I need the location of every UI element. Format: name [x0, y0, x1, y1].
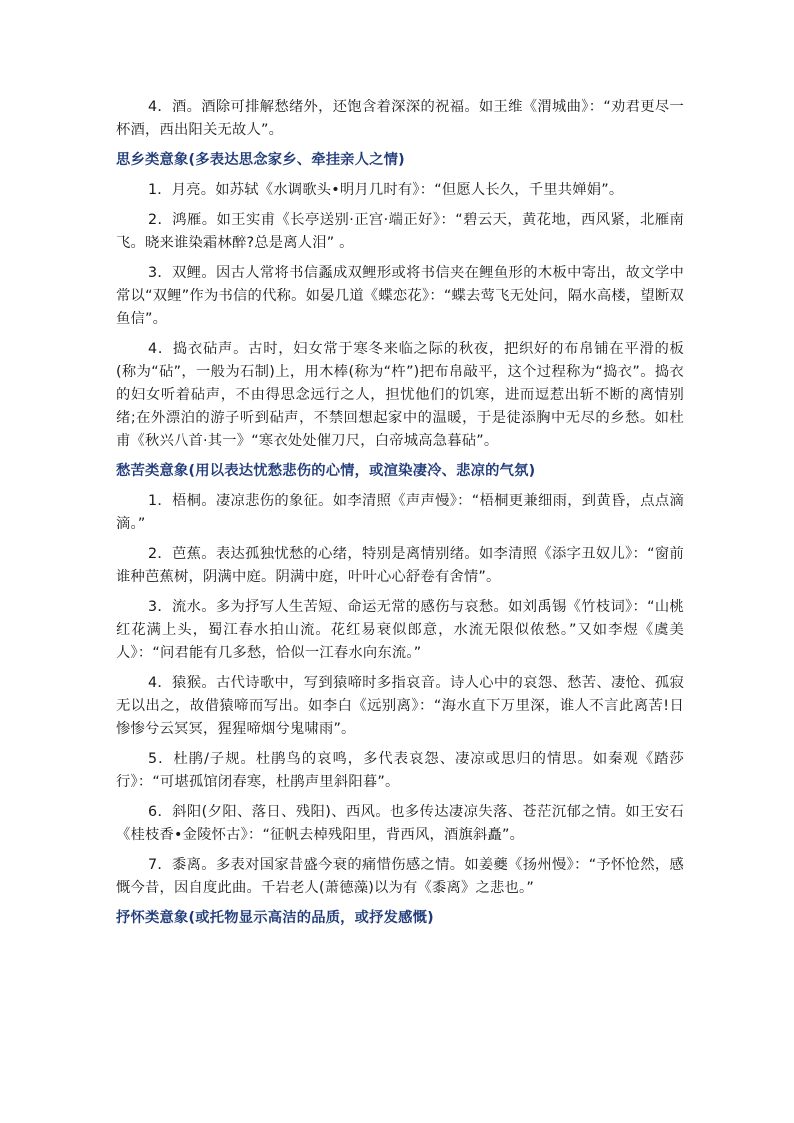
list-item: 1．梧桐。凄凉悲伤的象征。如李清照《声声慢》：“梧桐更兼细雨，到黄昏，点点滴滴。” [116, 493, 684, 532]
section-sorrow-imagery [116, 460, 684, 900]
section-heading: 抒怀类意象(或托物显示高洁的品质，或抒发感慨) [116, 910, 434, 926]
section-expression-imagery [116, 907, 684, 930]
list-item: 3．流水。多为抒写人生苦短、命运无常的感伤与哀愁。如刘禹锡《竹枝词》：“山桃红花满上头，蜀江春水拍山流。花红易衰似郎意，水流无限似侬愁。”又如李煜《虞美人》：“问君能有几多愁，恰似一江春水向东流。” [116, 599, 684, 661]
list-item: 6．斜阳(夕阳、落日、残阳)、西风。也多传达凄凉失落、苍茫沉郁之情。如王安石《桂枝香•金陵怀古》：“征帆去棹残阳里，背西风，酒旗斜矗”。 [116, 804, 684, 843]
list-item: 2．芭蕉。表达孤独忧愁的心绪，特别是离情别绪。如李清照《添字丑奴儿》：“窗前谁种芭蕉树，阴满中庭。阴满中庭，叶叶心心舒卷有舍情”。 [116, 546, 684, 585]
section-heading: 思乡类意象(多表达思念家乡、牵挂亲人之情) [116, 152, 405, 168]
list-item: 2．鸿雁。如王实甫《长亭送别·正宫·端正好》：“碧云天，黄花地，西风紧，北雁南飞。晓来谁染霜林醉?总是离人泪” 。 [116, 212, 684, 251]
list-item: 3．双鲤。因古人常将书信蟸成双鲤形或将书信夹在鲤鱼形的木板中寄出，故文学中常以“双鲤”作为书信的代称。如晏几道《蝶恋花》：“蝶去莺飞无处问，隔水高楼，望断双鱼信”。 [116, 265, 684, 327]
document-body [116, 96, 684, 937]
list-item: 4．捣衣砧声。古时，妇女常于寒冬来临之际的秋夜，把织好的布帛铺在平滑的板(称为“砧”，一般为石制)上，用木棒(称为“杵”)把布帛敲平，这个过程称为“捣衣”。捣衣的妇女听着砧声，不由得思念远行之人，担忧他们的饥寒，进而逗惹出斩不断的离情别绪;在外漂泊的游子听到砧声，不禁回想起家中的温暖，于是徒添胸中无尽的乡愁。如杜甫《秋兴八首·其一》“寒衣处处催刀尺，白帝城高急暮砧”。 [116, 341, 684, 449]
section-heading: 愁苦类意象(用以表达忧愁悲伤的心情，或渲染凄冷、悲凉的气氛) [116, 463, 536, 479]
section-homesick-imagery [116, 149, 684, 453]
list-item: 1．月亮。如苏轼《水调歌头•明月几时有》：“但愿人长久，千里共婵娟”。 [148, 182, 624, 198]
paragraph-wine: 4．酒。酒除可排解愁绪外，还饱含着深深的祝福。如王维《渭城曲》：“劝君更尽一杯酒，西出阳关无故人”。 [116, 99, 684, 138]
list-item: 5．杜鹃/子规。杜鹃鸟的哀鸣，多代表哀怨、凄凉或思归的情思。如秦观《踏莎行》：“可堪孤馆闭春寒，杜鹃声里斜阳暮”。 [116, 751, 684, 790]
list-item: 7．黍离。多表对国家昔盛今衰的痛惜伤感之情。如姜夔《扬州慢》：“予怀怆然，感慨今昔，因自度此曲。千岩老人(萧德藻)以为有《黍离》之悲也。” [116, 857, 684, 896]
list-item: 4．猿猴。古代诗歌中，写到猿啼时多指哀音。诗人心中的哀怨、愁苦、凄怆、孤寂无以出之，故借猿啼而写出。如李白《远别离》：“海水直下万里深，谁人不言此离苦!日惨惨兮云冥冥，猩猩啼烟兮鬼啸雨”。 [116, 675, 684, 737]
